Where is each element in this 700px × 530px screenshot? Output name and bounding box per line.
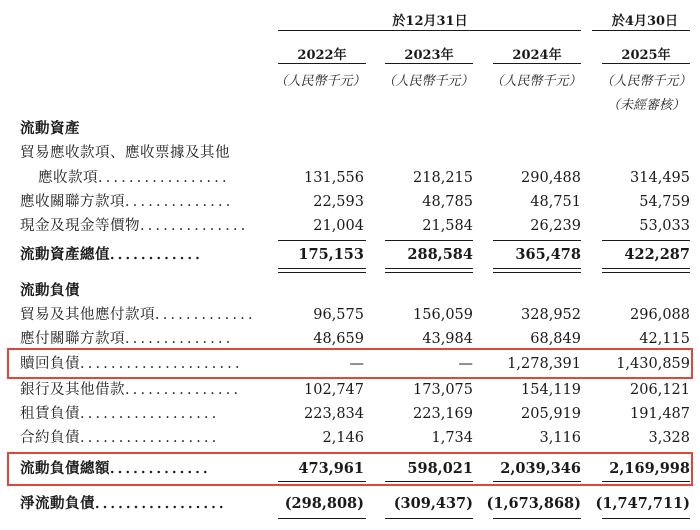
cell-2023: — (458, 356, 473, 372)
cell-2025: 54,759 (639, 194, 690, 210)
cell-2024: 26,239 (530, 218, 581, 234)
cell-2023: (309,437) (393, 495, 473, 512)
table-row (0, 191, 700, 213)
row-label: 應收關聯方款項．．．．．．．．．．．．．． (20, 194, 241, 210)
header-year-2025: 2025年 (621, 48, 671, 63)
cell-2024: 290,488 (521, 170, 581, 186)
cell-2022: 223,834 (304, 406, 364, 422)
row-label: 銀行及其他借款．．．．．．．．．．．．．．． (20, 382, 249, 398)
header-year-rule-2025 (602, 63, 690, 64)
header-unit-2025: （人民幣千元） (600, 74, 692, 89)
total-double-rule-2025 (602, 268, 690, 273)
row-label: 租賃負債．．．．．．．．．．．．．．．．．． (20, 406, 227, 422)
section-title: 流動負債 (20, 282, 80, 299)
cell-2024: 1,278,391 (507, 356, 581, 372)
header-year-rule-2023 (385, 63, 473, 64)
total-double-rule-2024 (493, 268, 581, 273)
cell-2023: 43,984 (422, 331, 473, 347)
cell-2025: (1,747,711) (595, 495, 690, 512)
cell-2025: 314,495 (630, 170, 690, 186)
cell-2022: 2,146 (322, 430, 364, 446)
table-row-total (0, 244, 700, 266)
cell-2022: (298,808) (284, 495, 364, 512)
cell-2024: 2,039,346 (500, 460, 581, 477)
subtotal-rule-2023 (385, 240, 473, 241)
cell-2024: 154,119 (521, 382, 581, 398)
row-label: 應付關聯方款項．．．．．．．．．．．．．． (20, 331, 241, 347)
cell-2025: 53,033 (639, 218, 690, 234)
cell-2025: 191,487 (630, 406, 690, 422)
cell-2025: 3,328 (648, 430, 690, 446)
net-rule-2023 (385, 518, 473, 519)
table-row-net (0, 493, 700, 515)
cell-2022: 21,004 (313, 218, 364, 234)
total-double-rule-2023 (385, 268, 473, 273)
table-row (0, 167, 700, 189)
cell-2025: 42,115 (639, 331, 690, 347)
net-rule-2025 (602, 518, 690, 519)
table-row (0, 304, 700, 326)
header-group-dec31: 於12月31日 (392, 14, 468, 29)
section-current-assets (0, 118, 700, 140)
cell-2024: 68,849 (530, 331, 581, 347)
header-group-dec31-rule (278, 30, 581, 31)
cell-2023: 218,215 (413, 170, 473, 186)
cell-2025: 296,088 (630, 307, 690, 323)
cell-2022: 22,593 (313, 194, 364, 210)
cell-2024: (1,673,868) (486, 495, 581, 512)
section-title: 流動資產 (20, 120, 80, 137)
cell-2023: 288,584 (407, 246, 473, 263)
row-label: 合約負債．．．．．．．．．．．．．．．．．． (20, 430, 227, 446)
cell-2024: 205,919 (521, 406, 581, 422)
total-double-rule-2022 (278, 268, 366, 273)
table-row (0, 328, 700, 350)
header-group-apr30: 於4月30日 (611, 14, 679, 29)
header-year-2024: 2024年 (512, 48, 562, 63)
cell-2023: 48,785 (422, 194, 473, 210)
cell-2025: 206,121 (630, 382, 690, 398)
cell-2022: 175,153 (298, 246, 364, 263)
row-label: 貿易及其他應付款項．．．．．．．．．．．．． (20, 307, 263, 323)
table-row (0, 379, 700, 401)
section-current-liabilities (0, 280, 700, 302)
subtotal-rule-2022 (278, 240, 366, 241)
cell-2022: 131,556 (304, 170, 364, 186)
net-rule-2022 (278, 518, 366, 519)
table-row (0, 215, 700, 237)
header-year-rule-2024 (493, 63, 581, 64)
cell-2025: 2,169,998 (609, 460, 690, 477)
cell-2025: 1,430,859 (616, 356, 690, 372)
cell-2024: 365,478 (515, 246, 581, 263)
header-audit-note: （未經審核） (606, 98, 685, 113)
cell-2023: 173,075 (413, 382, 473, 398)
cell-2023: 223,169 (413, 406, 473, 422)
table-row (0, 403, 700, 425)
row-label: 流動資產總值．．．．．．．．．．．． (20, 246, 211, 263)
cell-2024: 3,116 (539, 430, 581, 446)
header-unit-2024: （人民幣千元） (490, 74, 582, 89)
cell-2023: 1,734 (431, 430, 473, 446)
subtotal-rule-2024 (493, 240, 581, 241)
net-rule-2024 (493, 518, 581, 519)
row-label: 淨流動負債．．．．．．．．．．．．．．．．． (20, 495, 234, 512)
highlight-box-total-current-liabilities (7, 452, 693, 486)
header-unit-2022: （人民幣千元） (274, 74, 366, 89)
header-group-apr30-rule (592, 30, 690, 31)
cell-2022: 102,747 (304, 382, 364, 398)
row-label: 應收款項．．．．．．．．．．．．．．．．． (38, 170, 237, 186)
header-unit-2023: （人民幣千元） (382, 74, 474, 89)
cell-2023: 598,021 (407, 460, 473, 477)
subtotal-rule-2025 (602, 240, 690, 241)
table-row (0, 427, 700, 449)
header-year-rule-2022 (278, 63, 366, 64)
table-row (0, 142, 700, 164)
cell-2025: 422,287 (624, 246, 690, 263)
row-label: 貿易應收款項、應收票據及其他 (20, 145, 230, 161)
cell-2022: 48,659 (313, 331, 364, 347)
cell-2024: 48,751 (530, 194, 581, 210)
cell-2023: 156,059 (413, 307, 473, 323)
highlight-box-redemption-liabilities (7, 348, 693, 379)
cell-2024: 328,952 (521, 307, 581, 323)
row-label: 流動負債總額．．．．．．．．．．．．． (20, 460, 218, 477)
row-label: 贖回負債．．．．．．．．．．．．．．．．．．．．． (20, 356, 250, 372)
header-year-2023: 2023年 (404, 48, 454, 63)
cell-2023: 21,584 (422, 218, 473, 234)
cell-2022: — (349, 356, 364, 372)
cell-2022: 96,575 (313, 307, 364, 323)
header-year-2022: 2022年 (297, 48, 347, 63)
cell-2022: 473,961 (298, 460, 364, 477)
row-label: 現金及現金等價物．．．．．．．．．．．．．． (20, 218, 256, 234)
